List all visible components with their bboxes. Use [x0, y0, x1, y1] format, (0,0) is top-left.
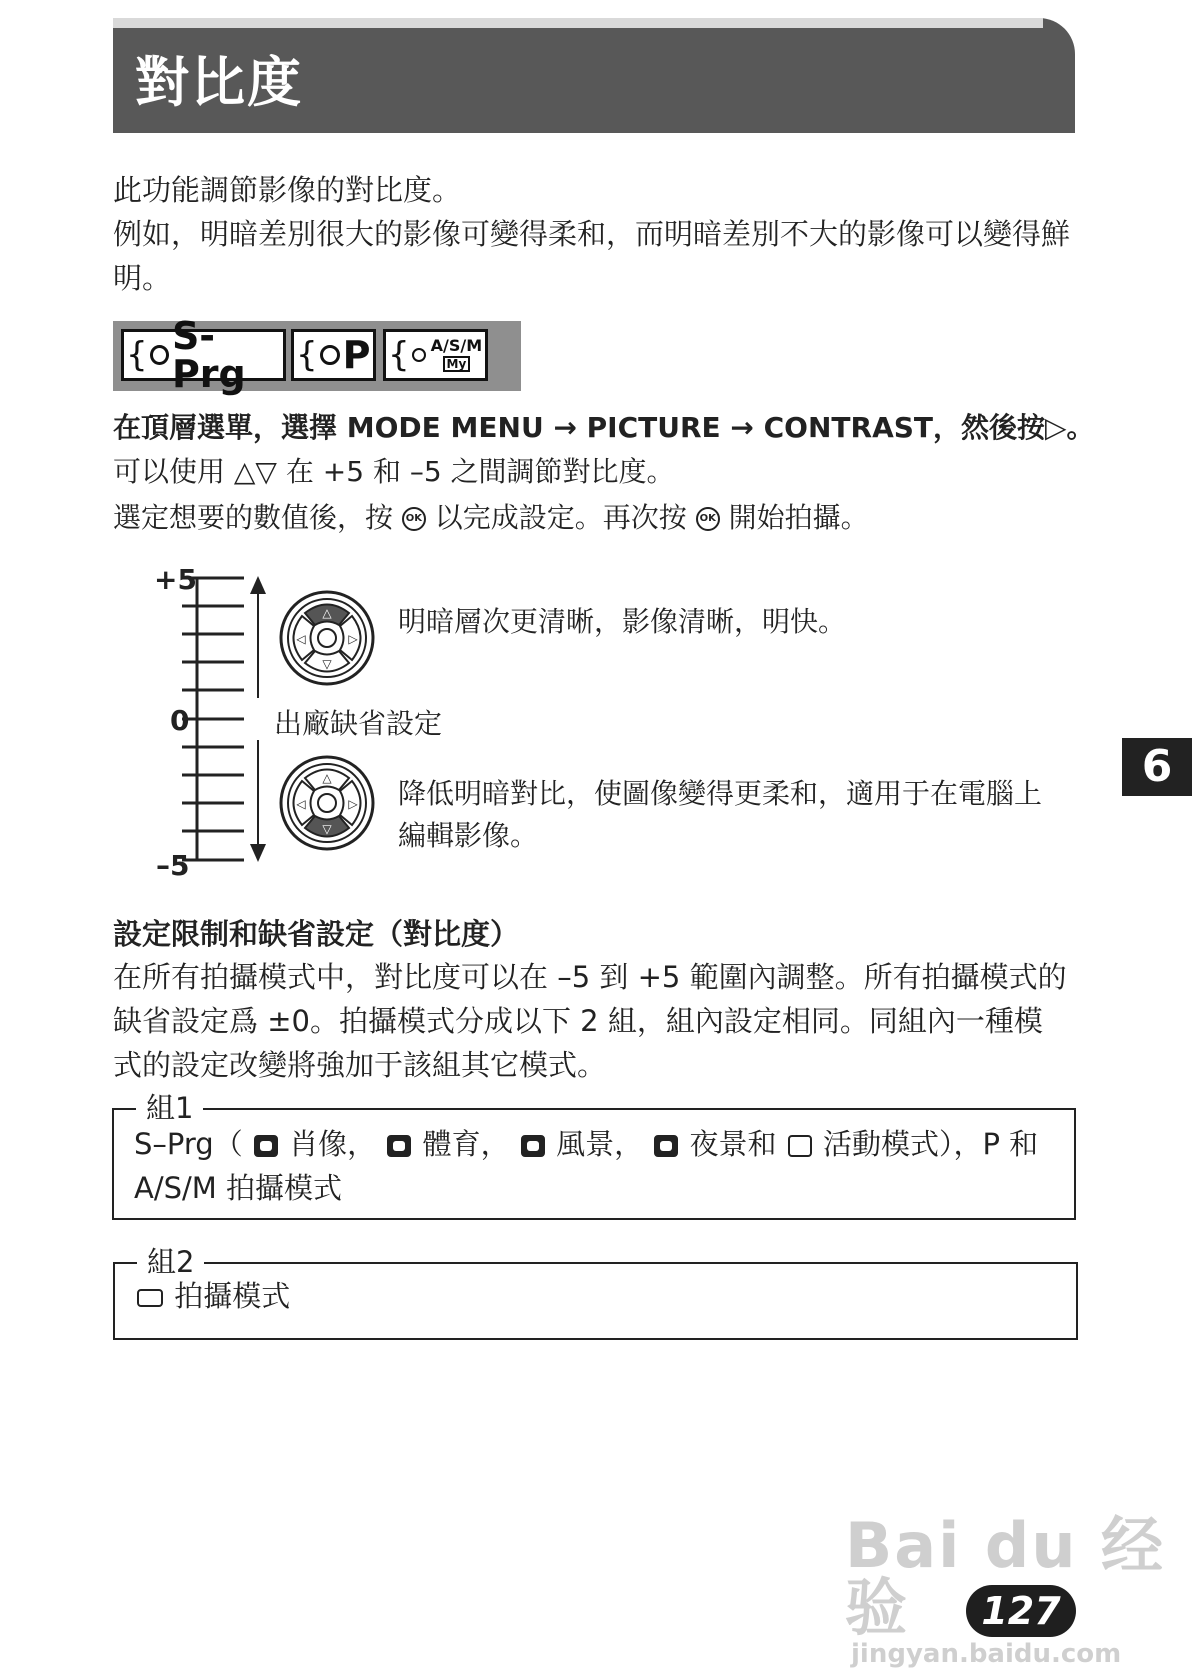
dpad-up-icon	[281, 592, 373, 684]
mode-my-label: My	[443, 356, 471, 372]
title-bar	[113, 18, 1075, 133]
contrast-scale-diagram	[140, 558, 1090, 898]
dpad-left-glyph: ◁	[296, 632, 306, 646]
zigzag-icon: {	[388, 335, 410, 375]
section-heading: 設定限制和缺省設定（對比度）	[113, 917, 520, 951]
dpad-left-glyph: ◁	[296, 797, 306, 811]
portrait-text: 肖像，	[289, 1127, 377, 1161]
zigzag-icon: {	[296, 335, 318, 375]
instruction-step-3	[113, 498, 1093, 538]
default-setting-label: 出廠缺省設定	[274, 707, 443, 740]
intro-line-2: 例如，明暗差別很大的影像可變得柔和，而明暗差別不大的影像可以變得鮮明。	[113, 217, 1071, 295]
landscape-icon	[521, 1135, 545, 1157]
action-text: 活動模式），P 和	[822, 1127, 1039, 1161]
group-2-label: 組2	[137, 1240, 204, 1284]
night-text: 夜景和	[689, 1127, 777, 1161]
mode-asm-label: A/S/M	[430, 336, 483, 355]
group-2-text: 拍攝模式	[174, 1279, 291, 1313]
group-1-line-1	[134, 1122, 1038, 1166]
sport-text: 體育，	[422, 1127, 510, 1161]
step1-prefix: 在頂層選單，選擇	[113, 411, 347, 444]
group-1-label: 組1	[136, 1086, 203, 1130]
intro-line-1: 此功能調節影像的對比度。	[113, 173, 462, 207]
ok-button-icon: OK	[696, 507, 720, 531]
sport-icon	[387, 1135, 411, 1157]
dpad-right-glyph: ▷	[348, 797, 358, 811]
watermark-url: jingyan.baidu.com	[851, 1639, 1122, 1669]
section-body-line-1: 在所有拍攝模式中，對比度可以在 –5 到 +5 範圍內調整。所有拍攝模式的	[113, 960, 1067, 994]
title-top-strip	[113, 18, 1043, 28]
mode-badge-p	[291, 329, 376, 381]
section-body	[113, 955, 1088, 1087]
arrow-up-head	[250, 576, 266, 594]
my-mode-icon	[137, 1289, 163, 1307]
section-body-line-2: 缺省設定爲 ±0。拍攝模式分成以下 2 組，組內設定相同。同組內一種模	[113, 1004, 1043, 1038]
mode-badge-sprg	[121, 314, 286, 396]
scale-zero-label: 0	[170, 704, 190, 737]
direction-arrow	[250, 576, 266, 862]
group-1-box	[112, 1091, 1076, 1220]
scale-min-label: –5	[156, 849, 190, 882]
instruction-step-1	[113, 408, 1093, 448]
dpad-down-glyph: ▽	[322, 657, 332, 671]
intro-paragraph	[113, 168, 1083, 300]
increase-description: 明暗層次更清晰，影像清晰，明快。	[398, 605, 847, 638]
scale-max-label: +5	[154, 563, 197, 596]
page-number: 127	[966, 1585, 1076, 1637]
step3-b: 以完成設定。再次按	[425, 501, 696, 534]
group-1-content	[134, 1122, 1038, 1210]
mode-badge-strip	[113, 314, 521, 396]
ok-button-icon: OK	[402, 507, 426, 531]
circle-icon	[150, 345, 169, 365]
dpad-up-glyph: △	[322, 771, 332, 785]
arrow-down-head	[250, 844, 266, 862]
watermark-brand: Bai du 经验	[845, 1509, 1166, 1644]
group-1-line-2: A/S/M 拍攝模式	[134, 1171, 343, 1205]
mode-badge-asm	[383, 329, 488, 381]
dpad-right-glyph: ▷	[348, 632, 358, 646]
dpad-down-icon	[281, 757, 373, 849]
group-2-content	[135, 1274, 290, 1318]
mode-p-label: P	[342, 333, 371, 377]
page-title: 對比度	[135, 51, 303, 114]
menu-path: MODE MENU → PICTURE → CONTRAST	[346, 411, 933, 444]
step3-c: 開始拍攝。	[719, 501, 869, 534]
group-2-box	[113, 1245, 1078, 1340]
circle-icon	[412, 348, 426, 362]
mode-sprg-label: S-Prg	[171, 314, 246, 396]
group-1-sprg-text: S–Prg（	[134, 1127, 243, 1161]
portrait-icon	[254, 1135, 278, 1157]
asm-my-icon	[431, 338, 483, 372]
dpad-up-glyph: △	[322, 606, 332, 620]
chapter-tab: 6	[1122, 738, 1192, 796]
circle-icon	[320, 345, 340, 365]
night-scene-icon	[654, 1135, 678, 1157]
decrease-description-line-1: 降低明暗對比，使圖像變得更柔和，適用于在電腦上	[398, 777, 1043, 810]
dpad-down-glyph: ▽	[322, 822, 332, 836]
landscape-text: 風景，	[556, 1127, 644, 1161]
zigzag-icon: {	[126, 335, 148, 375]
action-icon	[788, 1135, 812, 1157]
step1-suffix: ，然後按▷。	[933, 411, 1095, 444]
instruction-step-2: 可以使用 △▽ 在 +5 和 –5 之間調節對比度。	[113, 455, 675, 488]
scale-ticks	[182, 578, 244, 860]
section-body-line-3: 式的設定改變將強加于該組其它模式。	[113, 1048, 607, 1082]
decrease-description-line-2: 編輯影像。	[398, 819, 539, 852]
step3-a: 選定想要的數值後，按	[113, 501, 402, 534]
